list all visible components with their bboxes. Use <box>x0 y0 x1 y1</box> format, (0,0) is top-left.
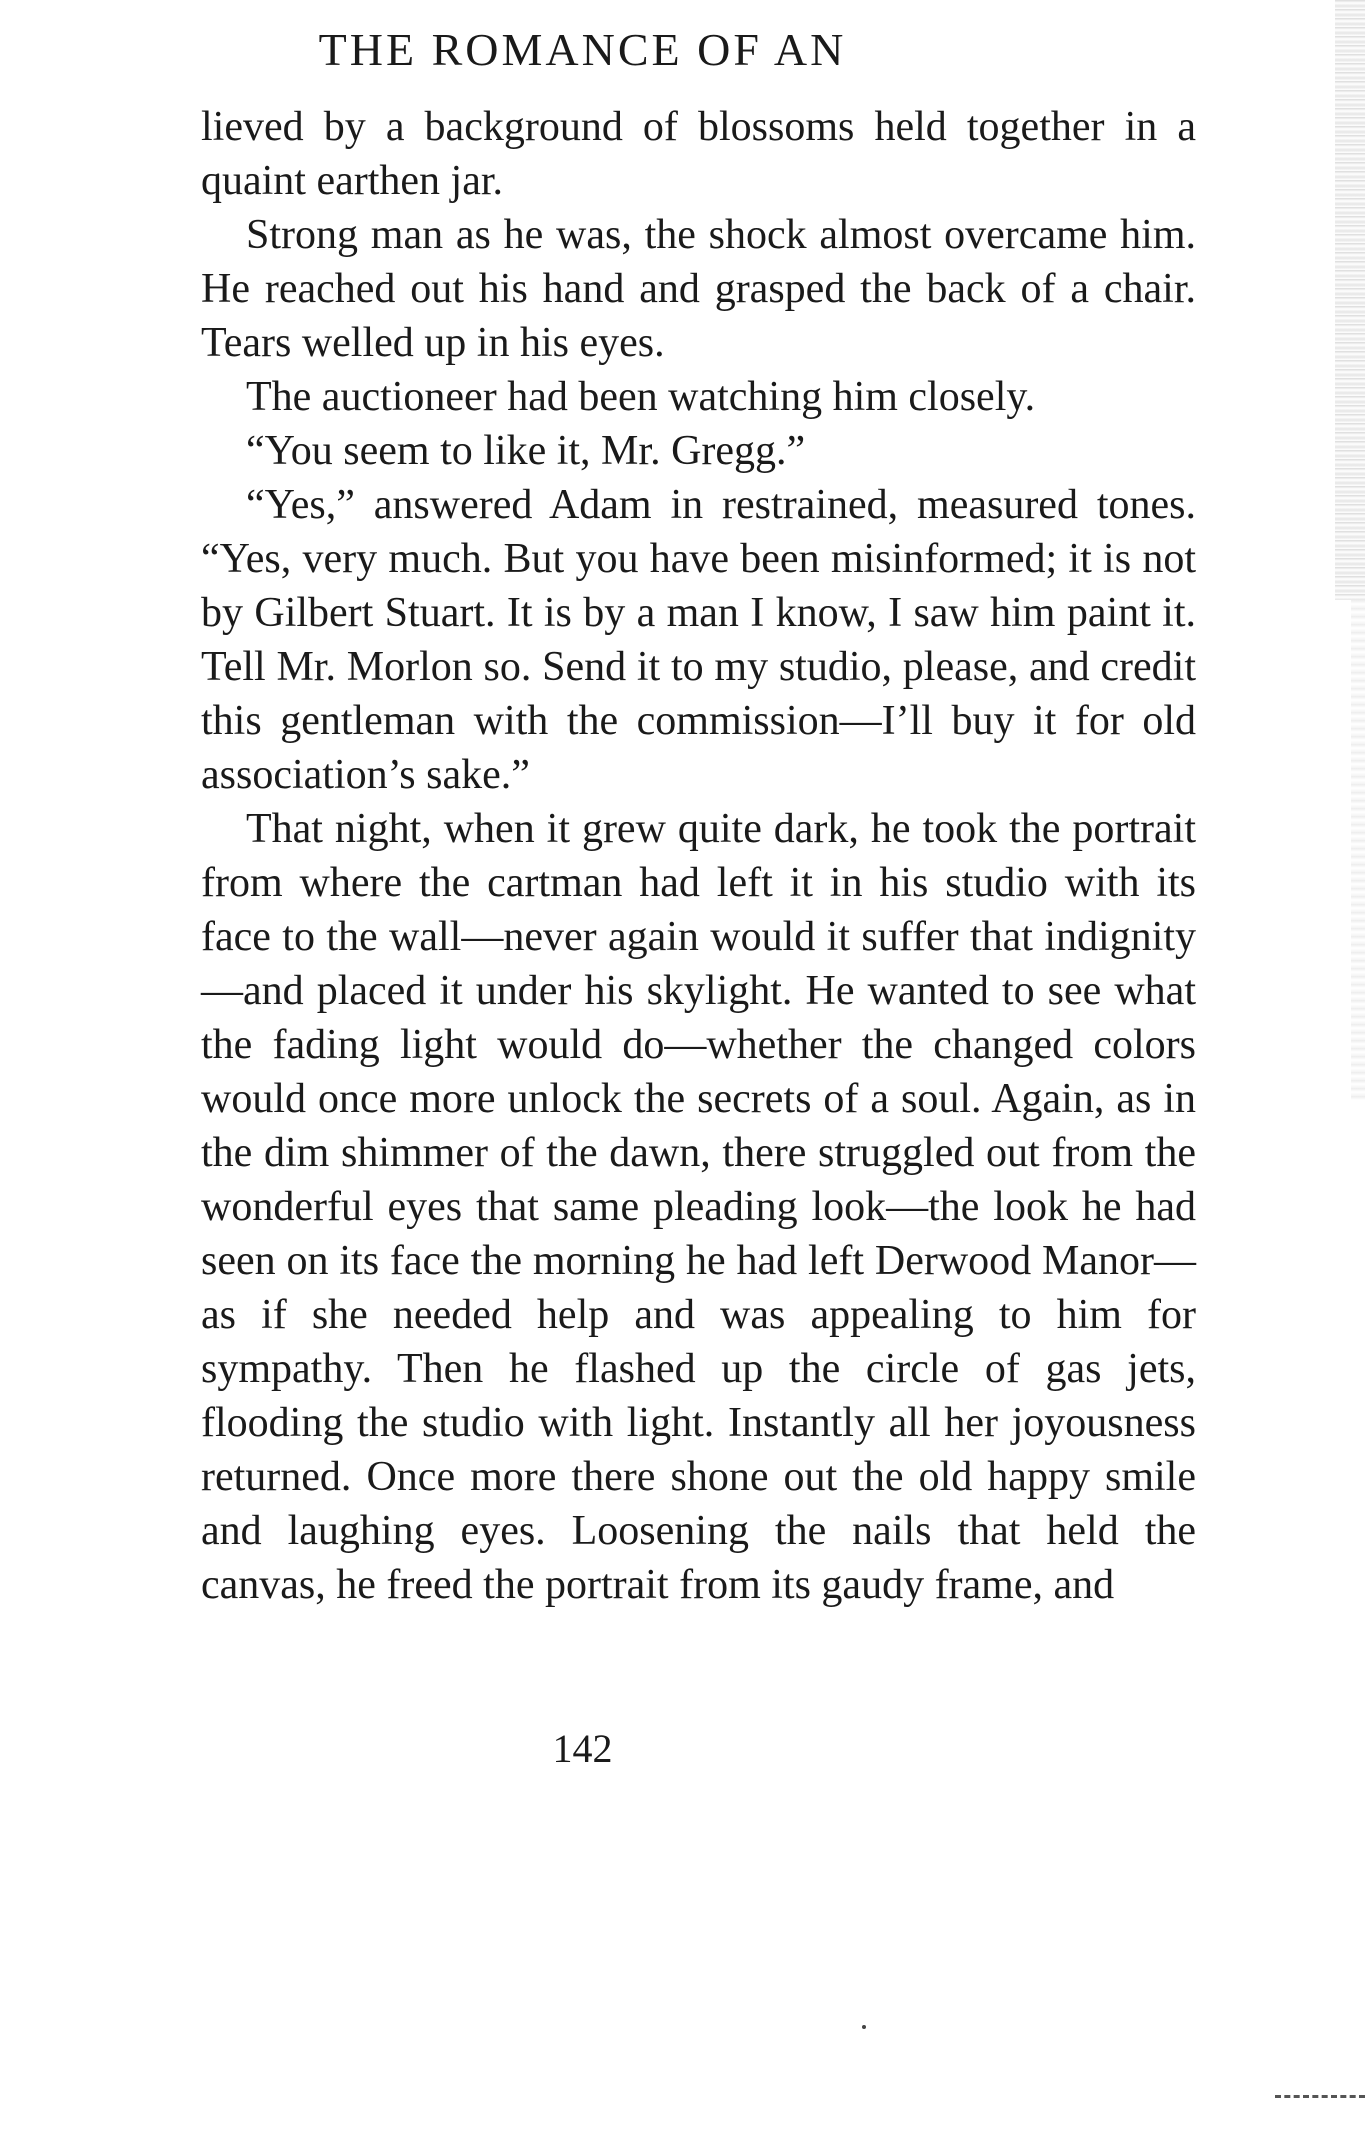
paragraph-continued: lieved by a background of blossoms held together in a quaint earthen jar. <box>201 104 1196 204</box>
paragraph: That night, when it grew quite dark, he took the portrait from where the cartman had left it in his studio with its face to the wall—never again would it suffer that indignity—and placed it under his skylight. He wanted to see what the fading light would do—whether the changed colors would once more unlock the secrets of a soul. Again, as in the dim shimmer of the dawn, there struggled out from the wonderful eyes that same pleading look—the look he had seen on its face the morning he had left Derwood Manor—as if she needed help and was appealing to him for sympathy. Then he flashed up the circle of gas jets, flooding the studio with light. Instantly all her joyousness returned. Once more there shone out the old happy smile and laughing eyes. Loosening the nails that held the canvas, he freed the portrait from its gaudy frame, and <box>201 806 1196 1608</box>
page-edge-shadow <box>1335 0 1365 600</box>
paragraph: “Yes,” answered Adam in restrained, measured tones. “Yes, very much. But you have been misinformed; it is not by Gilbert Stuart. It is by a man I know, I saw him paint it. Tell Mr. Morlon so. Send it to my studio, please, and credit this gentleman with the commission—I’ll buy it for old association’s sake.” <box>201 482 1196 798</box>
scan-speck <box>862 2025 866 2029</box>
body-text <box>201 100 1196 1612</box>
page-number: 142 <box>552 1726 613 1771</box>
paragraph: Strong man as he was, the shock almost overcame him. He reached out his hand and grasped the back of a chair. Tears welled up in his eyes. <box>201 212 1196 366</box>
running-head-title: THE ROMANCE OF AN <box>318 24 847 75</box>
page-edge-shadow-lower <box>1351 600 1365 1100</box>
paragraph: The auctioneer had been watching him closely. <box>246 374 1036 420</box>
paragraph: “You seem to like it, Mr. Gregg.” <box>246 428 806 474</box>
scan-edge-mark <box>1275 2095 1365 2102</box>
